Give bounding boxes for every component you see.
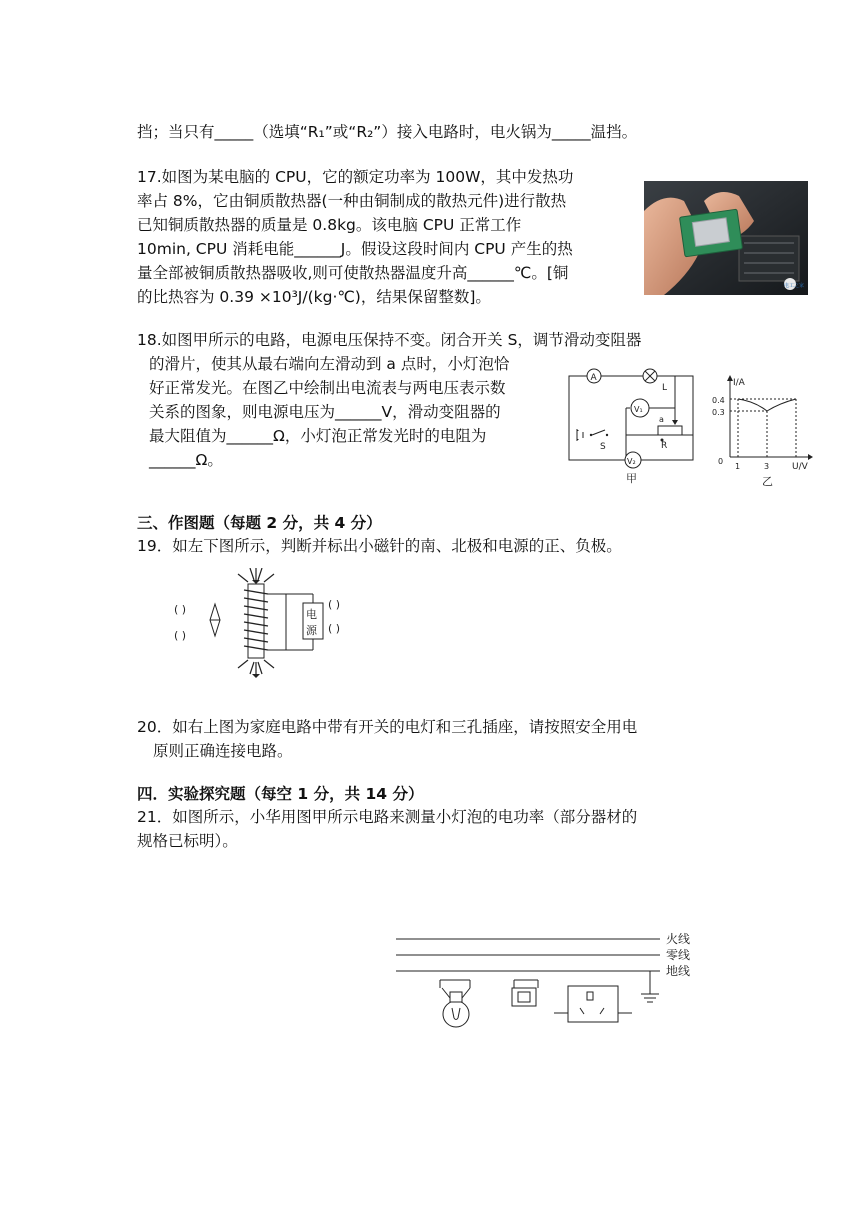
- q18-line-5: 最大阻值为______Ω，小灯泡正常发光时的电阻为: [149, 427, 487, 445]
- q18-line-6: ______Ω。: [149, 451, 223, 469]
- circuit-jia: [560, 360, 715, 490]
- graph-caption: 乙: [762, 475, 773, 488]
- q17-line-1: 17.如图为某电脑的 CPU，它的额定功率为 100W，其中发热功: [137, 168, 574, 186]
- q18-line-1: 18.如图甲所示的电路，电源电压保持不变。闭合开关 S，调节滑动变阻器: [137, 331, 642, 349]
- q18-line-3: 好正常发光。在图乙中绘制出电流表与两电压表示数: [149, 379, 506, 397]
- graph-origin: 0: [718, 457, 724, 466]
- neutral-wire-label: 零线: [666, 948, 691, 962]
- v2-label: V₂: [627, 457, 636, 466]
- graph-ylabel: I/A: [733, 378, 745, 388]
- q17-line-4: 10min, CPU 消耗电能______J。假设这段时间内 CPU 产生的热: [137, 240, 573, 258]
- paren-needle-bottom: ( ): [174, 629, 187, 642]
- graph-ytick-0.3: 0.3: [712, 408, 725, 417]
- q18-line-4: 关系的图象，则电源电压为______V，滑动变阻器的: [149, 403, 501, 421]
- power-label-2: 源: [306, 624, 317, 637]
- q20-line-2: 原则正确连接电路。: [153, 742, 293, 760]
- household-circuit: [390, 926, 710, 1036]
- solenoid-figure: [168, 568, 368, 680]
- section4-heading: 四．实验探究题（每空 1 分，共 14 分）: [137, 785, 424, 803]
- ammeter-label: A: [590, 373, 597, 383]
- watermark-text: 电工之家: [784, 283, 805, 289]
- cpu-photo: [644, 181, 808, 295]
- v1-label: V₁: [634, 405, 643, 414]
- q19-text: 19．如左下图所示，判断并标出小磁针的南、北极和电源的正、负极。: [137, 537, 622, 555]
- circuit-caption: 甲: [626, 472, 637, 485]
- lamp-label: L: [662, 383, 668, 393]
- graph-xtick-1: 1: [735, 462, 741, 471]
- ground-wire-label: 地线: [666, 964, 691, 978]
- q17-line-2: 率占 8%，它由铜质散热器(一种由铜制成的散热元件)进行散热: [137, 192, 567, 210]
- paren-power-bottom: ( ): [328, 622, 341, 635]
- q17-line-3: 已知铜质散热器的质量是 0.8kg。该电脑 CPU 正常工作: [137, 216, 522, 234]
- q16-tail: 挡；当只有_____（选填“R₁”或“R₂”）接入电路时，电火锅为_____温挡。: [137, 123, 638, 141]
- switch-label: S: [600, 442, 606, 452]
- q21-line-1: 21．如图所示，小华用图甲所示电路来测量小灯泡的电功率（部分器材的: [137, 808, 638, 826]
- q17-line-5: 量全部被铜质散热器吸收,则可使散热器温度升高______℃。[铜: [137, 264, 569, 282]
- graph-xlabel: U/V: [792, 462, 808, 472]
- q17-line-6: 的比热容为 0.39 ×10³J/(kg·℃)，结果保留整数]。: [137, 288, 491, 306]
- paren-power-top: ( ): [328, 598, 341, 611]
- q20-line-1: 20．如右上图为家庭电路中带有开关的电灯和三孔插座，请按照安全用电: [137, 718, 638, 736]
- paren-needle-top: ( ): [174, 603, 187, 616]
- point-a-label: a: [659, 415, 664, 424]
- graph-ytick-0.4: 0.4: [712, 396, 725, 405]
- section3-heading: 三、作图题（每题 2 分，共 4 分）: [137, 514, 382, 532]
- live-wire-label: 火线: [666, 932, 691, 946]
- graph-xtick-3: 3: [764, 462, 770, 471]
- power-label-1: 电: [306, 608, 317, 621]
- q18-line-2: 的滑片，使其从最右端向左滑动到 a 点时，小灯泡恰: [149, 355, 510, 373]
- resistor-label: R: [661, 441, 668, 451]
- q21-line-2: 规格已标明）。: [137, 832, 238, 850]
- graph-yi: [712, 365, 822, 490]
